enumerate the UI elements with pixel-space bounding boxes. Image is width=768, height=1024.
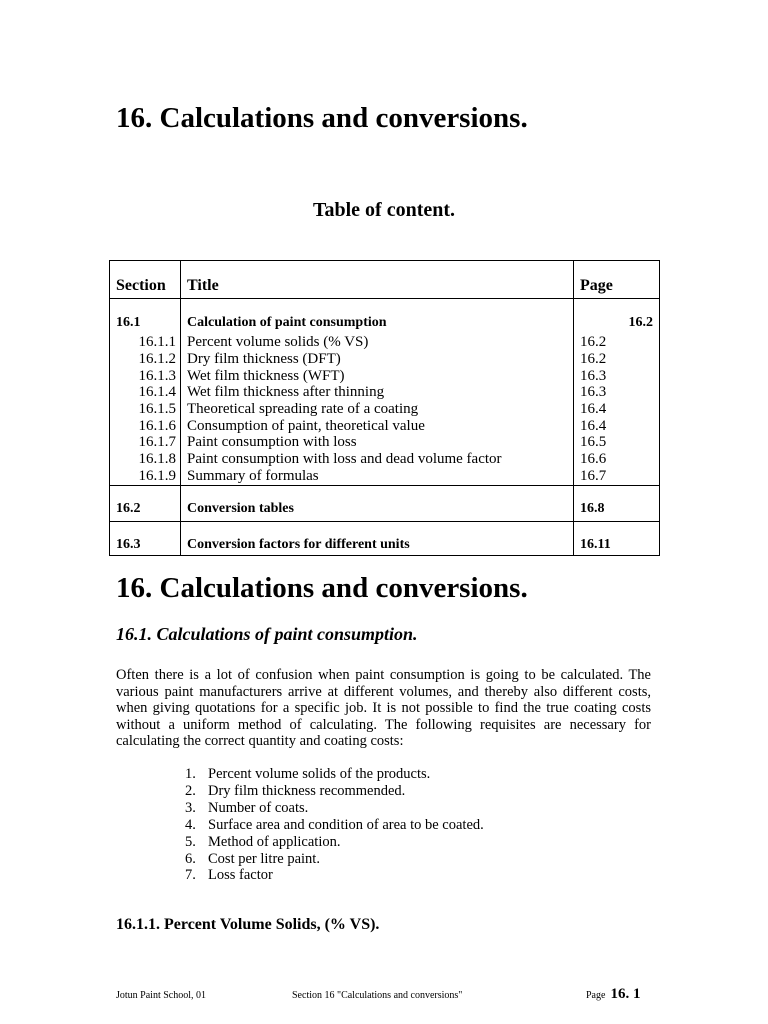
list-item-text: Number of coats. bbox=[208, 799, 309, 816]
list-item bbox=[185, 800, 484, 817]
list-item-text: Cost per litre paint. bbox=[208, 850, 320, 867]
footer-page-number: 16. 1 bbox=[610, 986, 641, 1002]
intro-paragraph: Often there is a lot of confusion when paint consumption is going to be calculated. The various paint manufacturers arrive at different volumes, and thereby also different costs, when giving quotations for a specific job. It is not possible to find the true coating costs without a uniform method of calculating. The following requisites are necessary for calculating the correct quantity and coating costs: bbox=[116, 667, 651, 750]
toc-row-section: 16.1 bbox=[116, 315, 141, 330]
toc-subrow-page: 16.4 bbox=[580, 401, 607, 417]
toc-subrow-page: 16.4 bbox=[580, 418, 607, 434]
toc-heading: Table of content. bbox=[312, 199, 456, 221]
list-item-number: 4. bbox=[185, 816, 196, 833]
toc-header-section: Section bbox=[116, 277, 166, 294]
toc-subrow-section: 16.1.1 bbox=[138, 334, 176, 350]
list-item bbox=[185, 851, 484, 868]
toc-subrow-page: 16.5 bbox=[580, 434, 607, 450]
toc-subrow-section: 16.1.3 bbox=[138, 368, 176, 384]
toc-subrow-section: 16.1.9 bbox=[138, 468, 176, 484]
toc-row-section: 16.3 bbox=[116, 537, 141, 552]
toc-subrow-page: 16.3 bbox=[580, 368, 607, 384]
toc-subrow-section: 16.1.2 bbox=[138, 351, 176, 367]
toc-row-page: 16.11 bbox=[580, 537, 611, 552]
list-item-text: Surface area and condition of area to be coated. bbox=[208, 816, 484, 833]
toc-subrow-page: 16.3 bbox=[580, 384, 607, 400]
toc-row-section: 16.2 bbox=[116, 501, 141, 516]
list-item bbox=[185, 766, 484, 783]
toc-subrow-title: Paint consumption with loss and dead volume factor bbox=[187, 451, 502, 467]
toc-subrow-page: 16.2 bbox=[580, 351, 607, 367]
toc-subrow-section: 16.1.5 bbox=[138, 401, 176, 417]
list-item bbox=[185, 834, 484, 851]
list-item-number: 7. bbox=[185, 867, 196, 884]
toc-divider bbox=[110, 485, 659, 486]
toc-divider bbox=[573, 261, 574, 555]
footer-page-label: Page bbox=[586, 990, 606, 1001]
toc-divider bbox=[110, 521, 659, 522]
toc-header-page: Page bbox=[580, 277, 613, 294]
toc-subrow-title: Summary of formulas bbox=[187, 468, 319, 484]
toc-subrow-section: 16.1.4 bbox=[138, 384, 176, 400]
toc-subrow-title: Theoretical spreading rate of a coating bbox=[187, 401, 419, 417]
toc-row-title: Conversion tables bbox=[187, 501, 294, 516]
document-title: 16. Calculations and conversions. bbox=[116, 102, 528, 134]
list-item-number: 1. bbox=[185, 766, 196, 782]
subsection-heading-1611: 16.1.1. Percent Volume Solids, (% VS). bbox=[116, 916, 380, 933]
toc-subrow-page: 16.2 bbox=[580, 334, 607, 350]
list-item-text: Method of application. bbox=[208, 833, 341, 850]
toc-subrow-page: 16.6 bbox=[580, 451, 607, 467]
toc-row-page: 16.2 bbox=[628, 315, 653, 330]
toc-divider bbox=[110, 298, 659, 299]
subsection-heading: 16.1. Calculations of paint consumption. bbox=[116, 624, 418, 644]
toc-subrow-page: 16.7 bbox=[580, 468, 607, 484]
toc-row-title: Calculation of paint consumption bbox=[187, 315, 387, 330]
list-item-text: Dry film thickness recommended. bbox=[208, 782, 406, 799]
toc-row-page: 16.8 bbox=[580, 501, 605, 516]
toc-subrow-section: 16.1.6 bbox=[138, 418, 176, 434]
section-title: 16. Calculations and conversions. bbox=[116, 572, 528, 604]
toc-row-title: Conversion factors for different units bbox=[187, 537, 410, 552]
toc-subrow-section: 16.1.7 bbox=[138, 434, 176, 450]
toc-subrow-title: Dry film thickness (DFT) bbox=[187, 351, 341, 367]
toc-subrow-title: Wet film thickness (WFT) bbox=[187, 368, 345, 384]
toc-header-title: Title bbox=[187, 277, 219, 294]
footer-source: Jotun Paint School, 01 bbox=[116, 990, 207, 1001]
list-item bbox=[185, 867, 484, 884]
footer-page bbox=[586, 986, 640, 1003]
list-item-number: 2. bbox=[185, 782, 196, 799]
list-item-number: 5. bbox=[185, 833, 196, 850]
toc-subrow-section: 16.1.8 bbox=[138, 451, 176, 467]
toc-subrow-title: Wet film thickness after thinning bbox=[187, 384, 385, 400]
footer-section: Section 16 "Calculations and conversions" bbox=[292, 990, 463, 1001]
list-item-number: 3. bbox=[185, 799, 196, 816]
toc-subrow-title: Percent volume solids (% VS) bbox=[187, 334, 369, 350]
list-item-number: 6. bbox=[185, 850, 196, 867]
list-item bbox=[185, 783, 484, 800]
toc-subrow-title: Paint consumption with loss bbox=[187, 434, 357, 450]
toc-divider bbox=[180, 261, 181, 555]
requisites-list bbox=[185, 766, 484, 884]
list-item bbox=[185, 817, 484, 834]
list-item-text: Percent volume solids of the products. bbox=[208, 766, 431, 782]
toc-table bbox=[109, 260, 660, 556]
list-item-text: Loss factor bbox=[208, 867, 273, 884]
toc-subrow-title: Consumption of paint, theoretical value bbox=[187, 418, 425, 434]
